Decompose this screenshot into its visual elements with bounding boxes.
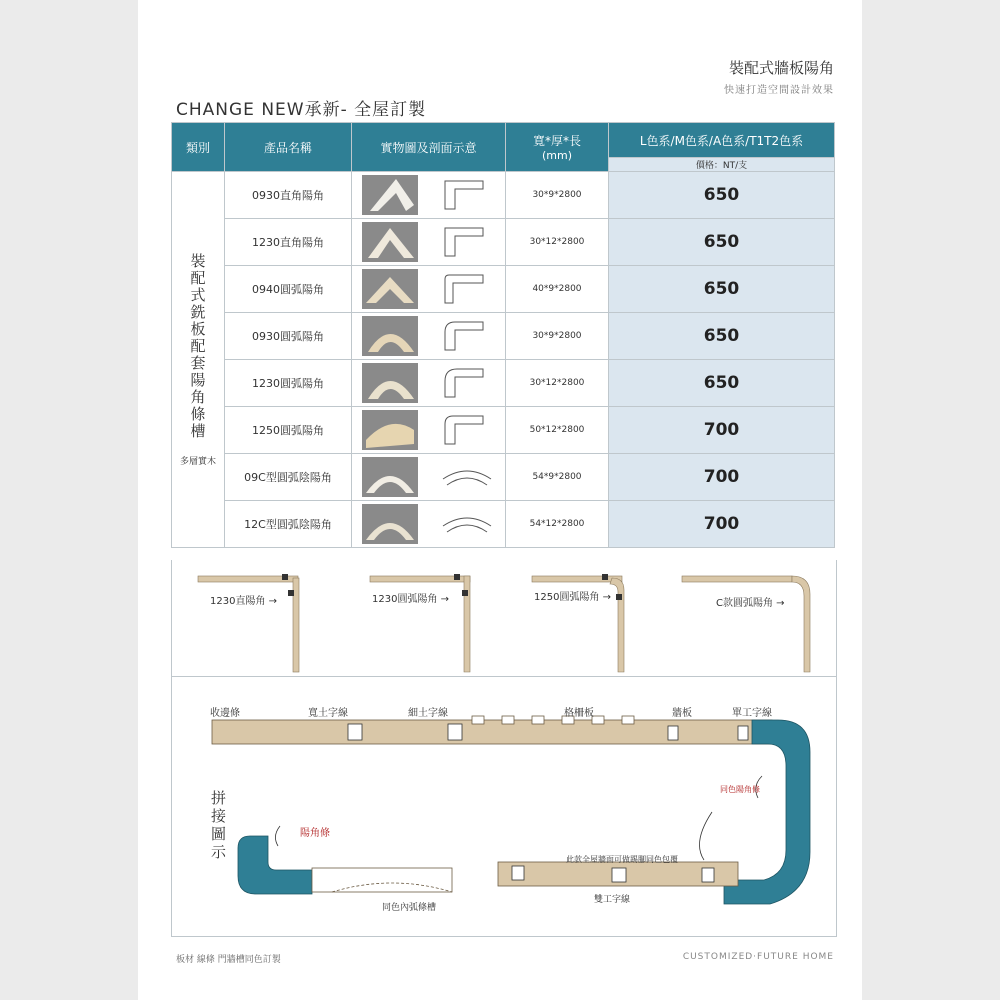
table-row [172,360,835,407]
brand-heading: CHANGE NEW承新- 全屋訂製 [176,100,427,120]
product-price: 650 [609,360,835,407]
product-photo [362,316,418,356]
product-dim: 30*9*2800 [506,172,609,219]
product-image [352,454,506,501]
table-row [172,501,835,548]
product-dim: 30*12*2800 [506,360,609,407]
table-row [172,313,835,360]
product-dim: 30*12*2800 [506,219,609,266]
label-note: 此款全屋牆面可做踢腳同色包覆 [566,855,678,864]
product-photo [362,363,418,403]
product-table [171,122,835,548]
product-image [352,501,506,548]
table-row [172,407,835,454]
col-dim-label: 寬*厚*長 [532,134,581,148]
col-series: L色系/M色系/A色系/T1T2色系 [609,123,835,158]
label-inner-arc: 同色內弧條槽 [382,903,437,913]
profile-drawing [439,175,495,215]
product-price: 650 [609,266,835,313]
col-image: 實物圖及剖面示意 [352,123,506,172]
product-photo [362,175,418,215]
product-price: 700 [609,454,835,501]
category-cell [172,172,225,548]
page [138,0,862,1000]
product-image [352,407,506,454]
footer-left: 板材 線條 門牆槽同色訂製 [176,955,281,965]
product-image [352,172,506,219]
label-single-t: 單工字線 [732,708,772,719]
product-image [352,360,506,407]
profile-drawing [439,222,495,262]
corner-example-label: C款圓弧陽角 → [716,598,785,609]
price-unit: 價格：NT/支 [609,158,835,172]
product-name: 0930圓弧陽角 [225,313,352,360]
category-label: 裝配式銑板配套陽角條槽 [188,252,207,440]
label-double-t: 雙工字線 [594,895,631,905]
corner-examples-drawing [172,560,836,676]
product-dim: 30*9*2800 [506,313,609,360]
product-price: 700 [609,501,835,548]
product-name: 1230直角陽角 [225,219,352,266]
label-wall-panel: 牆板 [672,708,692,719]
product-price: 650 [609,172,835,219]
col-dim [506,123,609,172]
product-name: 1230圓弧陽角 [225,360,352,407]
product-photo [362,504,418,544]
product-dim: 40*9*2800 [506,266,609,313]
product-photo [362,269,418,309]
product-name: 12C型圓弧陰陽角 [225,501,352,548]
table-row [172,172,835,219]
profile-drawing [439,410,495,450]
product-dim: 54*12*2800 [506,501,609,548]
product-name: 0930直角陽角 [225,172,352,219]
product-name: 0940圓弧陽角 [225,266,352,313]
label-grid-panel: 格柵板 [564,708,594,719]
corner-example-label: 1230直陽角 → [210,596,278,607]
product-price: 700 [609,407,835,454]
assembly-diagram [171,676,837,937]
col-dim-unit: (mm) [541,149,572,162]
label-thin-t: 細土字線 [408,708,448,719]
table-body [172,172,835,548]
category-note: 多層實木 [179,456,216,467]
product-dim: 54*9*2800 [506,454,609,501]
product-photo [362,457,418,497]
page-subtitle: 快速打造空間設計效果 [724,85,834,96]
table-row [172,266,835,313]
corner-example-label: 1230圓弧陽角 → [372,594,450,605]
profile-drawing [439,504,495,544]
corner-examples [171,560,837,677]
col-name: 產品名稱 [225,123,352,172]
product-name: 1250圓弧陽角 [225,407,352,454]
table-row [172,219,835,266]
table-row [172,454,835,501]
footer-right: CUSTOMIZED·FUTURE HOME [682,952,834,962]
product-image [352,219,506,266]
product-photo [362,222,418,262]
label-edge-strip: 收邊條 [210,708,240,719]
product-dim: 50*12*2800 [506,407,609,454]
page-title: 裝配式牆板陽角 [728,59,834,77]
profile-drawing [439,363,495,403]
product-image [352,313,506,360]
label-corner-strip: 陽角條 [300,828,330,839]
product-photo [362,410,418,450]
assembly-title: 拼接圖示 [209,790,227,862]
product-price: 650 [609,313,835,360]
profile-drawing [439,269,495,309]
product-name: 09C型圓弧陰陽角 [225,454,352,501]
product-image [352,266,506,313]
label-wide-t: 寬土字線 [308,708,348,719]
col-category: 類別 [172,123,225,172]
product-price: 650 [609,219,835,266]
corner-example-label: 1250圓弧陽角 → [534,592,612,603]
label-same-color-corner: 同色陽角條 [720,785,760,794]
profile-drawing [439,316,495,356]
profile-drawing [439,457,495,497]
